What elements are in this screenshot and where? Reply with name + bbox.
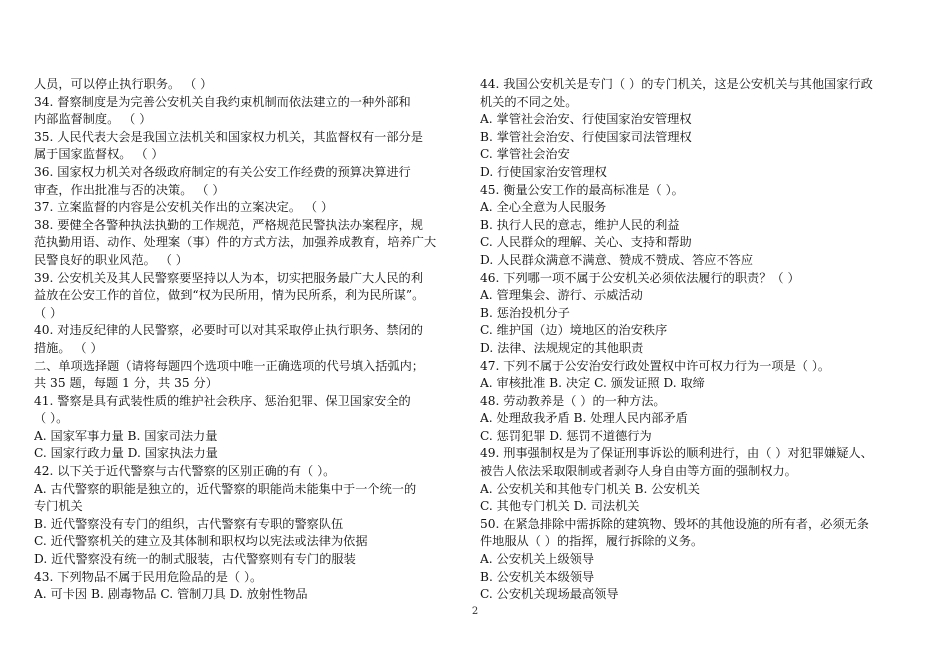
text-line: C. 近代警察机关的建立及其体制和职权均以宪法或法律为依据	[34, 534, 368, 549]
text-line: A. 管理集会、游行、示威活动	[480, 288, 643, 303]
text-line: A. 古代警察的职能是独立的，近代警察的职能尚未能集中于一个统一的	[34, 481, 417, 496]
text-line: 措施。 （ ）	[34, 340, 103, 355]
section-heading: 共 35 题，每题 1 分，共 35 分）	[34, 376, 218, 391]
text-line: A. 公安机关和其他专门机关 B. 公安机关	[480, 481, 700, 496]
text-line: C. 公安机关现场最高领导	[480, 587, 619, 602]
text-line: 内部监督制度。 （ ）	[34, 112, 152, 127]
text-line: 审查，作出批准与否的决策。 （ ）	[34, 182, 225, 197]
text-line: 49. 刑事强制权是为了保证刑事诉讼的顺利进行，由（ ）对犯罪嫌疑人、	[480, 446, 873, 461]
text-line: 47. 下列不属于公安治安行政处置权中许可权力行为一项是（ ）。	[480, 358, 831, 373]
text-line: 41. 警察是具有武装性质的维护社会秩序、惩治犯罪、保卫国家安全的	[34, 393, 411, 408]
text-line: C. 掌管社会治安	[480, 147, 570, 162]
text-line: （ ）。	[34, 411, 69, 426]
text-line: D. 行使国家治安管理权	[480, 164, 607, 179]
text-line: 38. 要健全各警种执法执勤的工作规范，严格规范民警执法办案程序，规	[34, 217, 423, 232]
text-line: 48. 劳动教养是（ ）的一种方法。	[480, 393, 666, 408]
text-line: 35. 人民代表大会是我国立法机关和国家权力机关，其监督权有一部分是	[34, 129, 423, 144]
text-line: D. 人民群众满意不满意、赞成不赞成、答应不答应	[480, 252, 754, 267]
text-line: B. 掌管社会治安、行使国家司法管理权	[480, 129, 692, 144]
text-line: 件地服从（ ）的指挥，履行拆除的义务。	[480, 534, 704, 549]
text-line: （ ）	[34, 305, 63, 320]
right-text-column	[480, 76, 912, 604]
text-line: 37. 立案监督的内容是公安机关作出的立案决定。 （ ）	[34, 200, 334, 215]
text-line: 益放在公安工作的首位，做到“权为民所用，情为民所系，利为民所谋”。	[34, 288, 425, 303]
text-line: 人员，可以停止执行职务。 （ ）	[34, 77, 213, 91]
text-line: B. 公安机关本级领导	[480, 569, 595, 584]
text-line: 40. 对违反纪律的人民警察，必要时可以对其采取停止执行职务、禁闭的	[34, 323, 423, 338]
text-line: 36. 国家权力机关对各级政府制定的有关公安工作经费的预算决算进行	[34, 164, 411, 179]
text-line: A. 国家军事力量 B. 国家司法力量	[34, 428, 218, 443]
text-line: 46. 下列哪一项不属于公安机关必须依法履行的职责？（ ）	[480, 270, 800, 285]
text-line: 43. 下列物品不属于民用危险品的是（ ）。	[34, 569, 263, 584]
text-line: C. 惩罚犯罪 D. 惩罚不道德行为	[480, 428, 652, 443]
text-line: 45. 衡量公安工作的最高标准是（ ）。	[480, 182, 684, 197]
text-line: C. 其他专门机关 D. 司法机关	[480, 499, 640, 514]
text-line: 民警良好的职业风范。 （ ）	[34, 252, 188, 267]
text-line: 范执勤用语、动作、处理案（事）件的方式方法，加强养成教育，培养广大	[34, 235, 437, 250]
text-line: 专门机关	[34, 499, 83, 514]
section-heading: 二、单项选择题（请将每题四个选项中唯一正确选项的代号填入括弧内；	[34, 358, 424, 373]
text-line: 被告人依法采取限制或者剥夺人身自由等方面的强制权力。	[480, 464, 797, 479]
left-text-column	[34, 76, 462, 604]
text-line: A. 公安机关上级领导	[480, 552, 595, 567]
text-line: A. 审核批准 B. 决定 C. 颁发证照 D. 取缔	[480, 376, 705, 391]
text-line: 属于国家监督权。 （ ）	[34, 147, 164, 162]
text-line: A. 处理敌我矛盾 B. 处理人民内部矛盾	[480, 411, 688, 426]
text-line: A. 掌管社会治安、行使国家治安管理权	[480, 112, 692, 127]
text-line: 39. 公安机关及其人民警察要坚持以人为本，切实把服务最广大人民的利	[34, 270, 423, 285]
text-line: C. 国家行政力量 D. 国家执法力量	[34, 446, 218, 461]
text-line: B. 近代警察没有专门的组织，古代警察有专职的警察队伍	[34, 516, 344, 531]
text-line: 44. 我国公安机关是专门（ ）的专门机关，这是公安机关与其他国家行政	[480, 77, 873, 91]
text-line: D. 法律、法规规定的其他职责	[480, 340, 644, 355]
text-line: C. 人民群众的理解、关心、支持和帮助	[480, 235, 692, 250]
text-line: 50. 在紧急排除中需拆除的建筑物、毁坏的其他设施的所有者，必须无条	[480, 516, 869, 531]
text-line: 机关的不同之处。	[480, 94, 578, 109]
text-line: C. 维护国（边）境地区的治安秩序	[480, 323, 668, 338]
text-line: 34. 督察制度是为完善公安机关自我约束机制而依法建立的一种外部和	[34, 94, 411, 109]
text-line: B. 惩治投机分子	[480, 305, 570, 320]
text-line: A. 可卡因 B. 剧毒物品 C. 管制刀具 D. 放射性物品	[34, 587, 308, 602]
text-line: B. 执行人民的意志，维护人民的利益	[480, 217, 680, 232]
page-number: 2	[471, 606, 479, 617]
text-line: D. 近代警察没有统一的制式服装，古代警察则有专门的服装	[34, 552, 356, 567]
text-line: 42. 以下关于近代警察与古代警察的区别正确的有（ ）。	[34, 464, 336, 479]
text-line: A. 全心全意为人民服务	[480, 200, 607, 215]
